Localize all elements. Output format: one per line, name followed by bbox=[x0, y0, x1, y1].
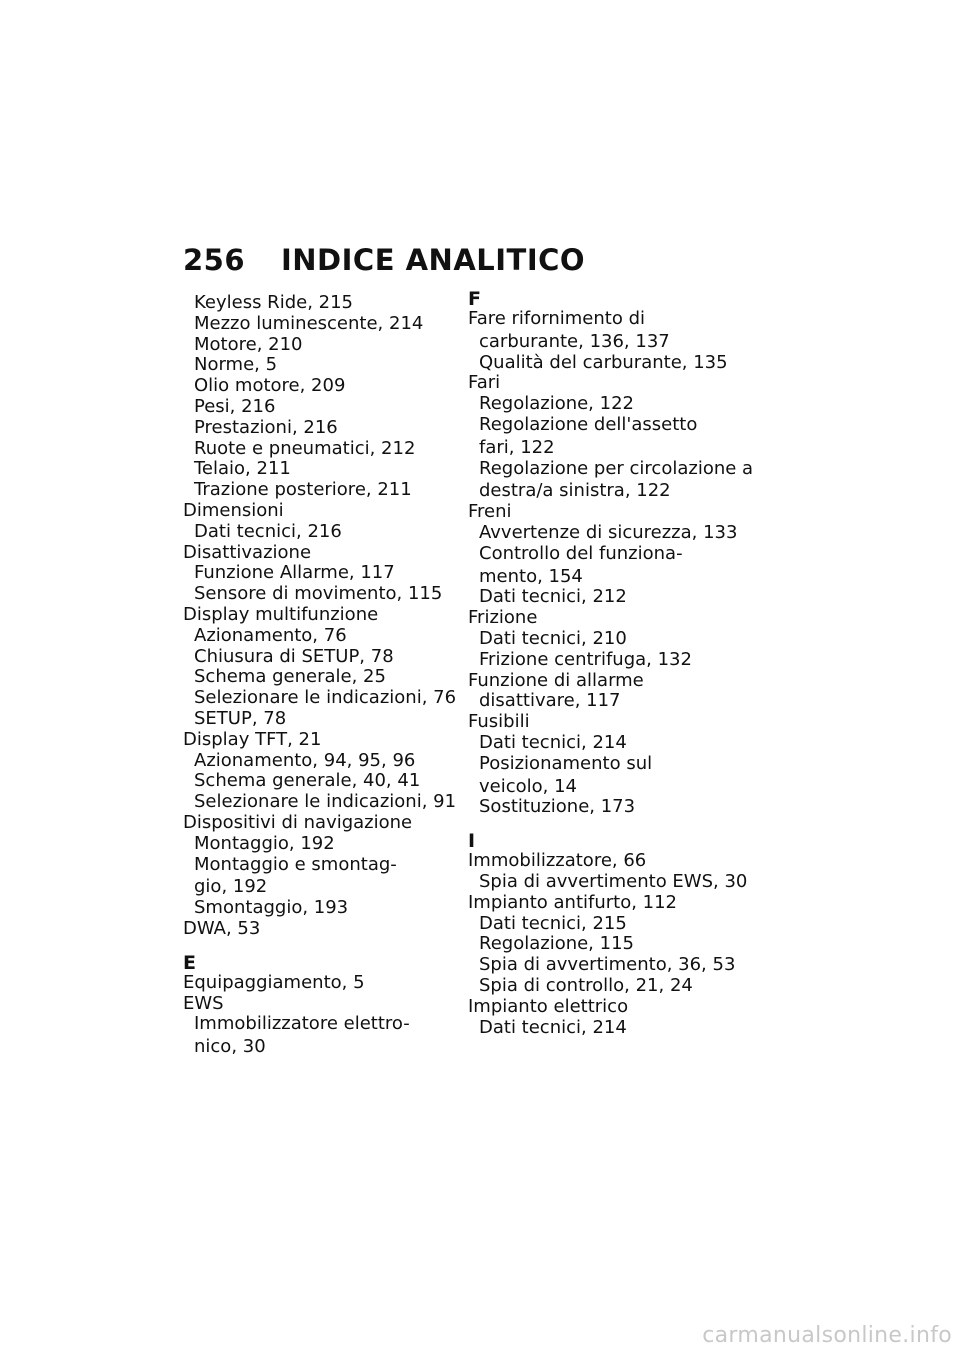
index-subentry: Avvertenze di sicurezza, 133 bbox=[479, 521, 738, 543]
index-letter-heading: E bbox=[183, 951, 196, 974]
index-subentry: Regolazione, 122 bbox=[479, 393, 634, 415]
index-entry: Display TFT, 21 bbox=[183, 728, 322, 750]
index-entry: Fari bbox=[468, 372, 501, 394]
index-entry: DWA, 53 bbox=[183, 917, 261, 939]
index-subentry: Dati tecnici, 214 bbox=[479, 731, 627, 753]
index-subentry: Immobilizzatore elettro- bbox=[194, 1013, 410, 1035]
index-subentry: Telaio, 211 bbox=[194, 458, 291, 480]
index-entry: Frizione bbox=[468, 607, 538, 629]
index-subentry: Funzione Allarme, 117 bbox=[194, 562, 395, 584]
index-entry: Freni bbox=[468, 501, 512, 523]
index-subentry: Pesi, 216 bbox=[194, 395, 276, 417]
page-title: INDICE ANALITICO bbox=[281, 243, 586, 277]
index-subentry-continuation: mento, 154 bbox=[479, 565, 583, 587]
index-subentry: Sostituzione, 173 bbox=[479, 796, 636, 818]
index-subentry: Motore, 210 bbox=[194, 333, 303, 355]
index-subentry: Prestazioni, 216 bbox=[194, 416, 338, 438]
index-subentry: Posizionamento sul bbox=[479, 752, 653, 774]
index-subentry: Selezionare le indicazioni, 91 bbox=[194, 791, 457, 813]
index-subentry-continuation: nico, 30 bbox=[194, 1036, 266, 1058]
index-subentry: Selezionare le indicazioni, 76 bbox=[194, 687, 457, 709]
index-entry: Impianto elettrico bbox=[468, 995, 629, 1017]
index-subentry: Azionamento, 94, 95, 96 bbox=[194, 749, 416, 771]
index-subentry: Chiusura di SETUP, 78 bbox=[194, 645, 394, 667]
index-entry: Fare rifornimento di bbox=[468, 308, 646, 329]
page-header bbox=[183, 243, 585, 277]
index-subentry: Dati tecnici, 216 bbox=[194, 520, 342, 542]
index-subentry-continuation: fari, 122 bbox=[479, 436, 555, 458]
index-entry: Funzione di allarme bbox=[468, 669, 644, 691]
index-subentry: Dati tecnici, 214 bbox=[479, 1016, 627, 1038]
index-letter-heading: I bbox=[468, 830, 476, 853]
index-subentry: Trazione posteriore, 211 bbox=[194, 479, 412, 501]
index-subentry: Sensore di movimento, 115 bbox=[194, 583, 443, 605]
index-entry: Immobilizzatore, 66 bbox=[468, 850, 647, 872]
index-subentry: Schema generale, 25 bbox=[194, 666, 386, 688]
index-subentry-continuation: gio, 192 bbox=[194, 876, 268, 898]
index-subentry: Spia di avvertimento, 36, 53 bbox=[479, 954, 736, 976]
index-subentry-continuation: destra/a sinistra, 122 bbox=[479, 480, 671, 502]
index-subentry: Spia di avvertimento EWS, 30 bbox=[479, 870, 748, 892]
index-subentry: Regolazione dell'assetto bbox=[479, 413, 698, 435]
index-subentry: Regolazione per circolazione a bbox=[479, 457, 754, 479]
index-entry: EWS bbox=[183, 992, 224, 1014]
index-subentry: Frizione centrifuga, 132 bbox=[479, 648, 692, 670]
index-subentry: SETUP, 78 bbox=[194, 707, 287, 729]
index-entry: Dispositivi di navigazione bbox=[183, 811, 413, 833]
index-subentry: Regolazione, 115 bbox=[479, 933, 634, 955]
index-subentry: Qualità del carburante, 135 bbox=[479, 351, 728, 373]
watermark: carmanualsonline.info bbox=[702, 1323, 952, 1348]
index-subentry: disattivare, 117 bbox=[479, 690, 621, 712]
index-subentry: Smontaggio, 193 bbox=[194, 897, 349, 919]
index-entry: Display multifunzione bbox=[183, 603, 379, 625]
index-subentry: Olio motore, 209 bbox=[194, 375, 346, 397]
index-subentry-continuation: carburante, 136, 137 bbox=[479, 330, 670, 352]
index-subentry: Montaggio e smontag- bbox=[194, 853, 397, 875]
index-subentry: Mezzo luminescente, 214 bbox=[194, 312, 424, 334]
index-subentry: Controllo del funziona- bbox=[479, 542, 683, 564]
index-subentry: Dati tecnici, 215 bbox=[479, 912, 627, 934]
index-letter-heading: F bbox=[468, 288, 481, 310]
page-number: 256 bbox=[183, 243, 246, 277]
index-subentry: Keyless Ride, 215 bbox=[194, 292, 353, 313]
index-subentry: Dati tecnici, 210 bbox=[479, 627, 627, 649]
index-subentry: Dati tecnici, 212 bbox=[479, 586, 627, 608]
index-entry: Equipaggiamento, 5 bbox=[183, 971, 365, 993]
index-entry: Fusibili bbox=[468, 711, 530, 733]
index-subentry: Norme, 5 bbox=[194, 354, 278, 376]
index-entry: Dimensioni bbox=[183, 499, 284, 521]
index-subentry-continuation: veicolo, 14 bbox=[479, 775, 577, 797]
index-column-right bbox=[468, 290, 758, 1038]
index-subentry: Montaggio, 192 bbox=[194, 832, 335, 854]
index-column-left bbox=[183, 292, 457, 1058]
index-subentry: Spia di controllo, 21, 24 bbox=[479, 974, 693, 996]
index-subentry: Ruote e pneumatici, 212 bbox=[194, 437, 416, 459]
index-entry: Disattivazione bbox=[183, 541, 312, 563]
index-entry: Impianto antifurto, 112 bbox=[468, 891, 678, 913]
index-subentry: Schema generale, 40, 41 bbox=[194, 770, 421, 792]
index-subentry: Azionamento, 76 bbox=[194, 624, 347, 646]
